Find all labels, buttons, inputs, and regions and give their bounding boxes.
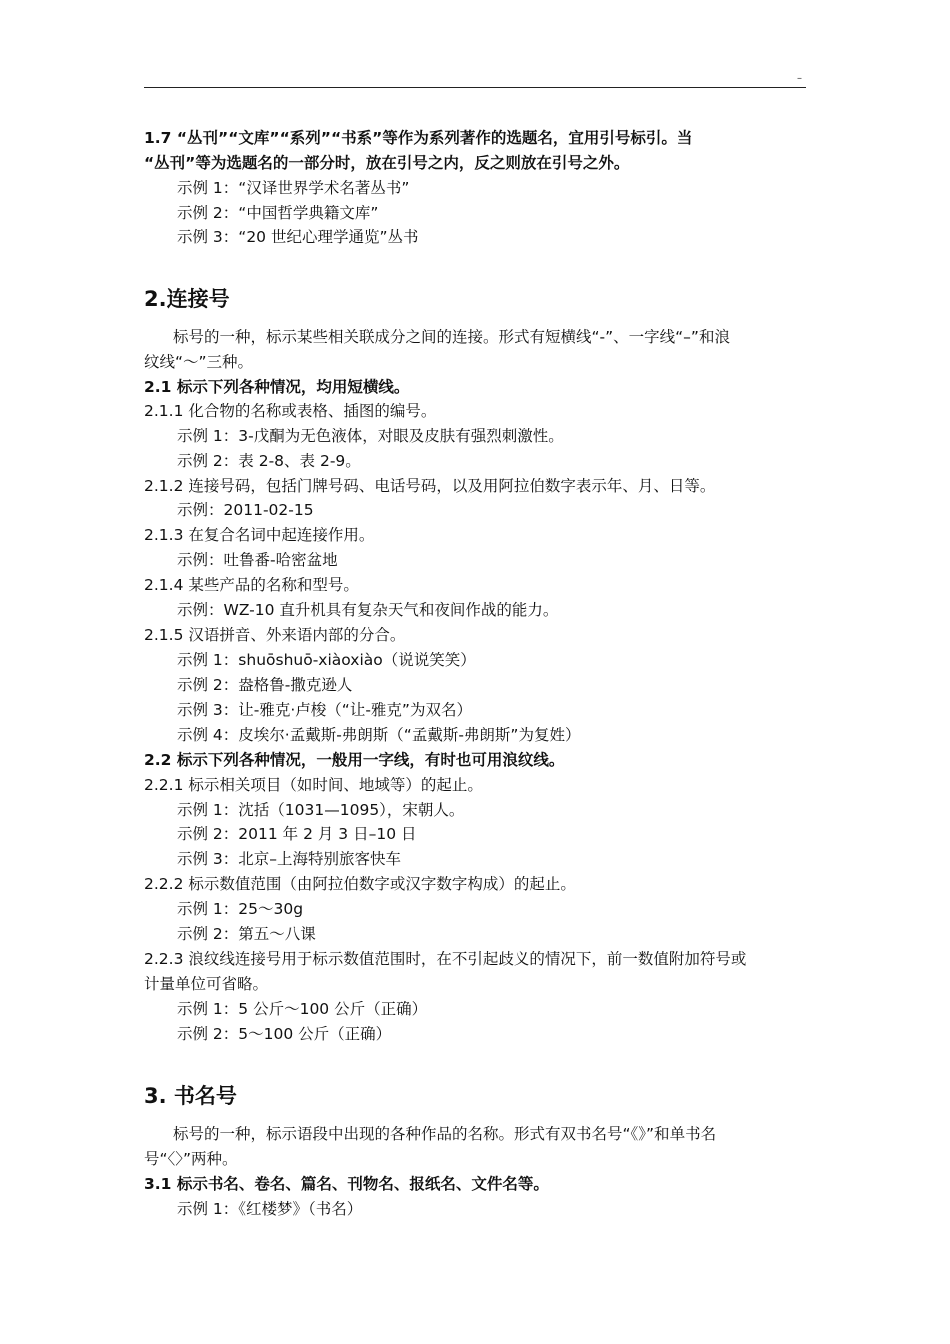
- item-2-1-5: 2.1.5 汉语拼音、外来语内部的分合。: [144, 626, 406, 644]
- item-2-2-2: 2.2.2 标示数值范围（由阿拉伯数字或汉字数字构成）的起止。: [144, 875, 576, 893]
- header-corner-mark: –: [797, 73, 802, 84]
- example-line: 示例 2：5～100 公斤（正确）: [177, 1025, 392, 1043]
- example-line: 示例 2：“中国哲学典籍文库”: [177, 204, 379, 222]
- example-line: 示例 3：“20 世纪心理学通览”丛书: [177, 228, 419, 246]
- subsection-heading-2-2: 2.2 标示下列各种情况，一般用一字线，有时也可用浪纹线。: [144, 751, 565, 769]
- paragraph-line: 号“〈〉”两种。: [144, 1150, 238, 1168]
- paragraph-line: 纹线“～”三种。: [144, 353, 254, 371]
- section-heading-3: 3. 书名号: [144, 1084, 237, 1108]
- subsection-heading-3-1: 3.1 标示书名、卷名、篇名、刊物名、报纸名、文件名等。: [144, 1175, 549, 1193]
- example-line: 示例 1：5 公斤～100 公斤（正确）: [177, 1000, 428, 1018]
- example-line: 示例：吐鲁番-哈密盆地: [177, 551, 338, 569]
- example-line: 示例 2：表 2-8、表 2-9。: [177, 452, 361, 470]
- example-line: 示例 4：皮埃尔·孟戴斯-弗朗斯（“孟戴斯-弗朗斯”为复姓）: [177, 726, 581, 744]
- example-line: 示例：2011-02-15: [177, 501, 314, 519]
- header-rule: [144, 87, 806, 88]
- example-line: 示例 1：《红楼梦》（书名）: [177, 1200, 363, 1218]
- example-line: 示例 2：第五～八课: [177, 925, 316, 943]
- example-line: 示例 1：3-戊酮为无色液体，对眼及皮肤有强烈刺激性。: [177, 427, 564, 445]
- item-1-7-line-1: 1.7 “丛刊”“文库”“系列”“书系”等作为系列著作的选题名，宜用引号标引。当: [144, 129, 693, 147]
- item-2-1-3: 2.1.3 在复合名词中起连接作用。: [144, 526, 375, 544]
- item-2-2-1: 2.2.1 标示相关项目（如时间、地域等）的起止。: [144, 776, 483, 794]
- item-2-1-2: 2.1.2 连接号码，包括门牌号码、电话号码，以及用阿拉伯数字表示年、月、日等。: [144, 477, 716, 495]
- item-2-1-4: 2.1.4 某些产品的名称和型号。: [144, 576, 359, 594]
- example-line: 示例 1：25～30g: [177, 900, 304, 918]
- example-line: 示例 1：shuōshuō-xiàoxiào（说说笑笑）: [177, 651, 476, 669]
- item-2-2-3-line-1: 2.2.3 浪纹线连接号用于标示数值范围时，在不引起歧义的情况下，前一数值附加符号或: [144, 950, 747, 968]
- example-line: 示例 2：盎格鲁-撒克逊人: [177, 676, 353, 694]
- example-line: 示例：WZ-10 直升机具有复杂天气和夜间作战的能力。: [177, 601, 559, 619]
- paragraph-line: 标号的一种，标示某些相关联成分之间的连接。形式有短横线“-”、一字线“–”和浪: [173, 328, 730, 346]
- example-line: 示例 3：让-雅克·卢梭（“让-雅克”为双名）: [177, 701, 472, 719]
- section-heading-2: 2.连接号: [144, 287, 230, 311]
- item-1-7-line-2: “丛刊”等为选题名的一部分时，放在引号之内，反之则放在引号之外。: [144, 154, 630, 172]
- subsection-heading-2-1: 2.1 标示下列各种情况，均用短横线。: [144, 378, 410, 396]
- example-line: 示例 1：“汉译世界学术名著丛书”: [177, 179, 410, 197]
- example-line: 示例 2：2011 年 2 月 3 日–10 日: [177, 825, 417, 843]
- example-line: 示例 1：沈括（1031—1095），宋朝人。: [177, 801, 465, 819]
- item-2-2-3-line-2: 计量单位可省略。: [144, 975, 269, 993]
- example-line: 示例 3：北京–上海特别旅客快车: [177, 850, 402, 868]
- item-2-1-1: 2.1.1 化合物的名称或表格、插图的编号。: [144, 402, 437, 420]
- paragraph-line: 标号的一种，标示语段中出现的各种作品的名称。形式有双书名号“《》”和单书名: [173, 1125, 717, 1143]
